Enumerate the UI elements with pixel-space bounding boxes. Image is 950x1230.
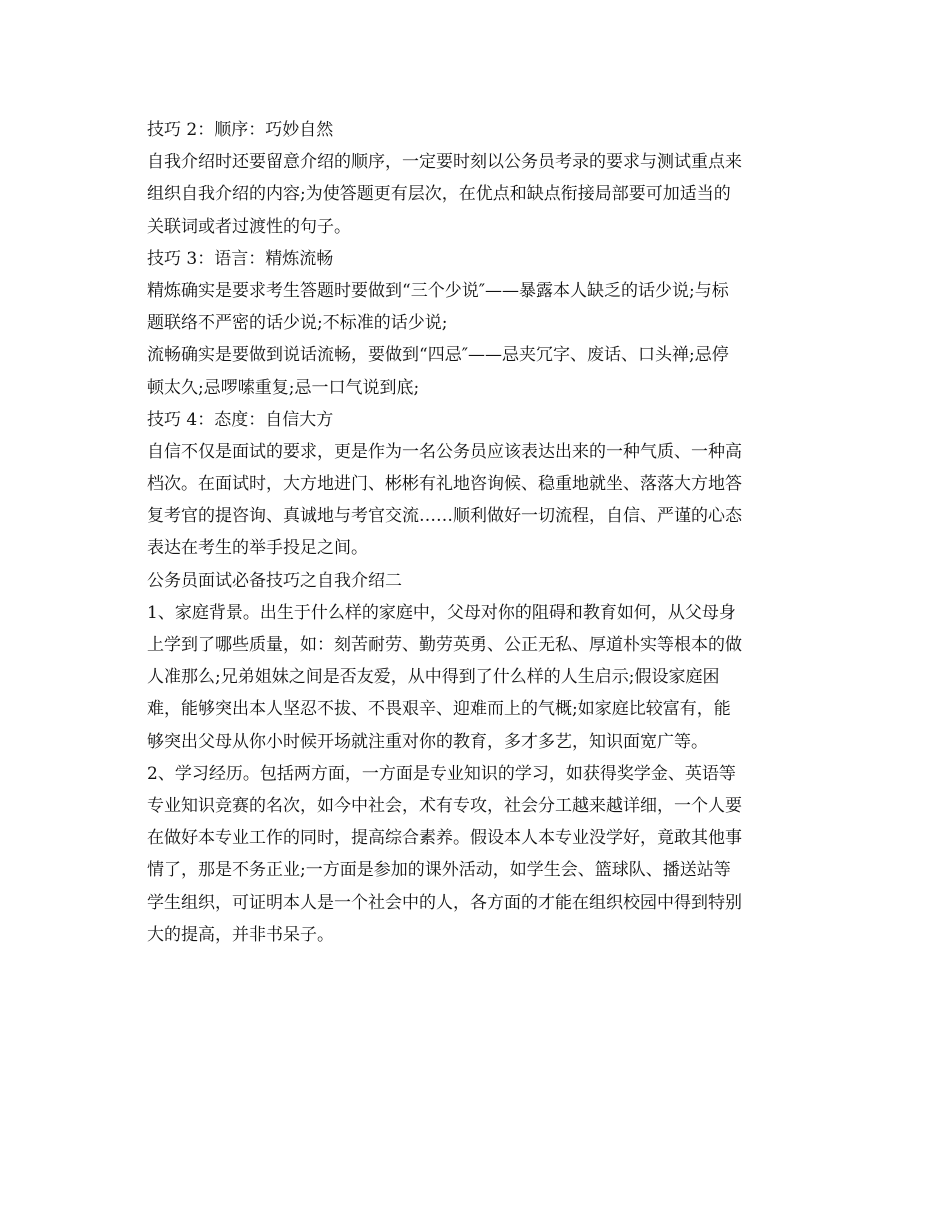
paragraph-line: 流畅确实是要做到说话流畅，要做到“四忌″——忌夹冗字、废话、口头禅;忌停 [147, 345, 729, 366]
paragraph-line: 表达在考生的举手投足之间。 [147, 538, 368, 559]
paragraph-line: 在做好本专业工作的同时，提高综合素养。假设本人本专业没学好，竟敢其他事 [147, 828, 742, 849]
paragraph-line: 档次。在面试时，大方地进门、彬彬有礼地咨询候、稳重地就坐、落落大方地答 [147, 474, 742, 495]
paragraph-line: 题联络不严密的话少说;不标准的话少说; [147, 313, 448, 334]
paragraph-line: 自我介绍时还要留意介绍的顺序，一定要时刻以公务员考录的要求与测试重点来 [147, 152, 742, 173]
paragraph-line: 专业知识竞赛的名次，如今中社会，术有专攻，社会分工越来越详细，一个人要 [147, 795, 742, 816]
paragraph-line: 关联词或者过渡性的句子。 [147, 216, 351, 237]
section-heading: 公务员面试必备技巧之自我介绍二 [147, 570, 402, 591]
heading-tip-4: 技巧 4：态度：自信大方 [147, 409, 334, 430]
paragraph-line: 难，能够突出本人坚忍不拔、不畏艰辛、迎难而上的气概;如家庭比较富有，能 [147, 699, 731, 720]
paragraph-line: 够突出父母从你小时候开场就注重对你的教育，多才多艺，知识面宽广等。 [147, 731, 708, 752]
paragraph-line: 复考官的提咨询、真诚地与考官交流……顺利做好一切流程，自信、严谨的心态 [147, 506, 742, 527]
paragraph-line: 学生组织，可证明本人是一个社会中的人，各方面的才能在组织校园中得到特别 [147, 892, 742, 913]
paragraph-line: 上学到了哪些质量，如：刻苦耐劳、勤劳英勇、公正无私、厚道朴实等根本的做 [147, 635, 742, 655]
heading-tip-2: 技巧 2：顺序：巧妙自然 [147, 120, 334, 140]
paragraph-line: 2、学习经历。包括两方面，一方面是专业知识的学习，如获得奖学金、英语等 [147, 763, 736, 784]
paragraph-line: 大的提高，并非书呆子。 [147, 924, 334, 945]
document-body [147, 114, 807, 951]
paragraph-line: 人准那么;兄弟姐妹之间是否友爱，从中得到了什么样的人生启示;假设家庭困 [147, 667, 720, 688]
paragraph-line: 情了，那是不务正业;一方面是参加的课外活动，如学生会、篮球队、播送站等 [147, 860, 731, 881]
paragraph-line: 精炼确实是要求考生答题时要做到“三个少说″——暴露本人缺乏的话少说;与标 [147, 280, 729, 301]
paragraph-line: 顿太久;忌啰嗦重复;忌一口气说到底; [147, 377, 420, 398]
heading-tip-3: 技巧 3：语言：精炼流畅 [147, 248, 334, 269]
paragraph-line: 自信不仅是面试的要求，更是作为一名公务员应该表达出来的一种气质、一种高 [147, 441, 742, 462]
paragraph-line: 组织自我介绍的内容;为使答题更有层次，在优点和缺点衔接局部要可加适当的 [147, 184, 731, 205]
paragraph-line: 1、家庭背景。出生于什么样的家庭中，父母对你的阻碍和教育如何，从父母身 [147, 602, 736, 623]
